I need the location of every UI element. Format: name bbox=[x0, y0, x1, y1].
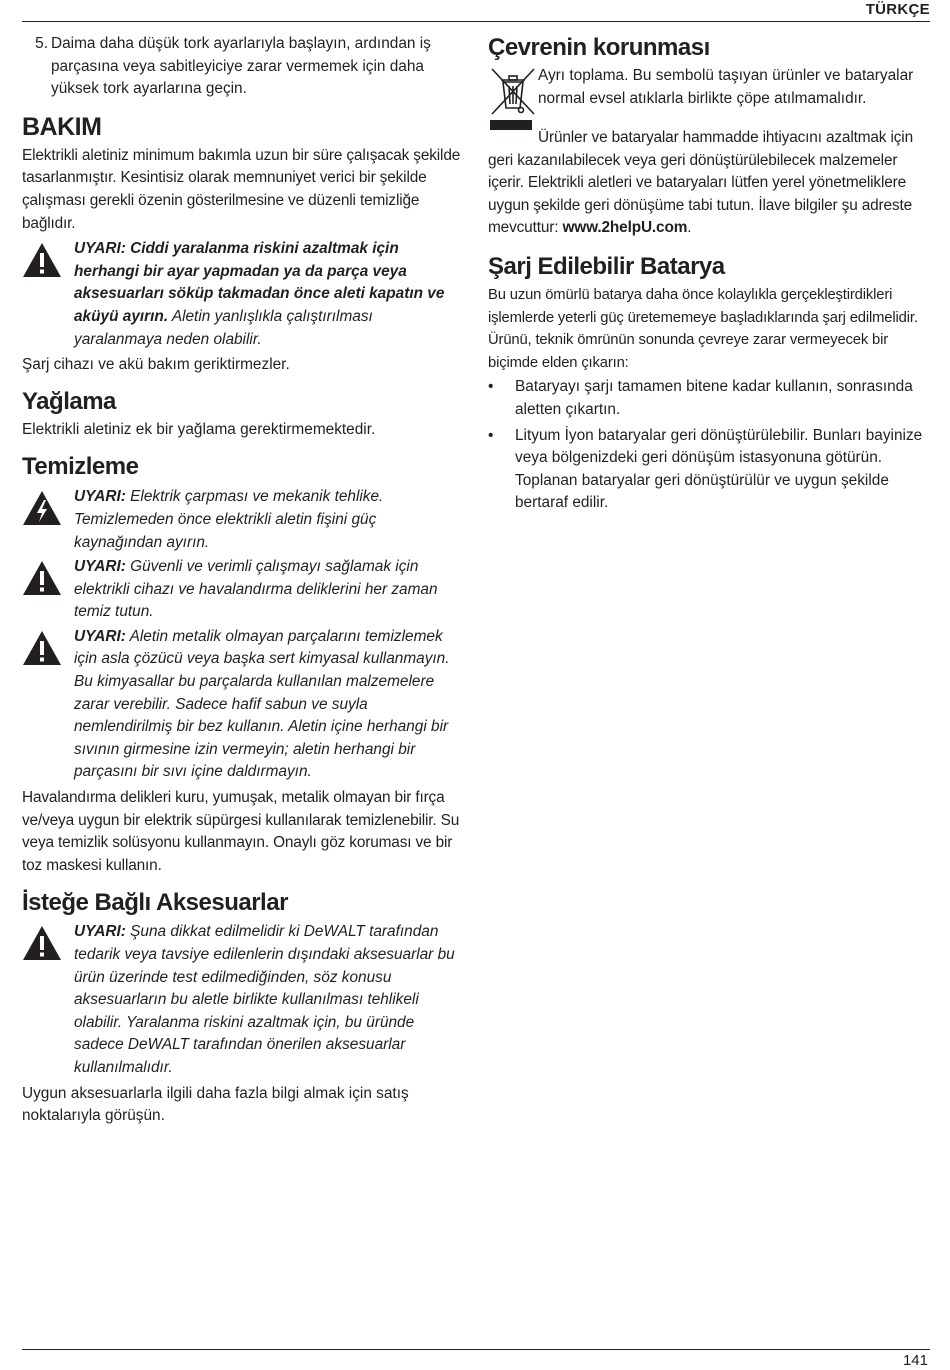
environment-heading: Çevrenin korunması bbox=[488, 34, 710, 61]
warning-triangle-icon bbox=[22, 556, 74, 596]
right-column bbox=[488, 33, 928, 515]
cleaning-warning-chemicals bbox=[22, 626, 462, 784]
maintenance-intro: Elektrikli aletiniz minimum bakımla uzun bir süre çalışacak şekilde tasarlanmıştır. Kesintisiz olarak memnuniyet verici bir şekilde çalışması gerekli özenin gösterilmesine ve düzenli temizliğe bağlıdır. bbox=[22, 146, 461, 232]
recycling-body: Ürünler ve bataryalar hammadde ihtiyacını azaltmak için geri kazanılabilecek veya geri dönüştürülebilecek malzemeler içerir. Elektrikli aletleri ve bataryaları lütfen yerel yönetmeliklere uygun şekilde geri dönüşüme tabi tutun. İlave bilgiler şu adreste mevcuttur: bbox=[488, 129, 913, 237]
maintenance-warning-text bbox=[74, 238, 462, 351]
cleaning-warning-1-text bbox=[74, 486, 462, 554]
bullet-text: Lityum İyon bataryalar geri dönüştürülebilir. Bunları bayinize veya bölgenizdeki geri dönüşüm istasyonuna götürün. Toplanan bataryalar geri dönüştürülür ve uygun şekilde bertaraf edilir. bbox=[515, 426, 923, 512]
left-column bbox=[22, 33, 462, 1128]
electric-shock-warning-icon bbox=[22, 486, 74, 526]
warning-label: UYARI: bbox=[74, 627, 126, 645]
cleaning-warning-3-text bbox=[74, 626, 462, 784]
warning-bold: UYARI: Ciddi yaralanma riskini azaltmak için herhangi bir ayar yapmadan ya da parça veya aksesuarları söküp takmadan önce aleti kapatın ve aküyü ayırın. bbox=[74, 240, 445, 325]
header-divider bbox=[22, 21, 930, 22]
warning-body: Şuna dikkat edilmelidir ki DeWALT tarafından tedarik veya tavsiye edilenlerin dışındaki aksesuarlar bu ürün üzerinde test edilmediğinden, söz konusu aksesuarların bu aletle birlikte kullanılması tehlikeli olabilir. Yaralanma riskini azaltmak için, bu üründe sadece DeWALT tarafından önerilen aksesuarlar kullanılmalıdır. bbox=[74, 923, 455, 1076]
page-number: 141 bbox=[902, 1352, 928, 1369]
cleaning-heading: Temizleme bbox=[22, 453, 139, 481]
battery-text: Bu uzun ömürlü batarya daha önce kolaylıkla gerçekleştirdikleri işlemlerde yeterli güç üretememeye başladıklarında şarj edilmelidir. Ürünü, teknik ömrünün sonunda çevreye zarar vermeyecek bir biçimde elden çıkarın: bbox=[488, 286, 918, 371]
separate-collection-text: Ayrı toplama. Bu sembolü taşıyan ürünler ve bataryalar normal evsel atıklarla birlikte çöpe atılmamalıdır. bbox=[538, 67, 914, 107]
warning-label: UYARI: bbox=[74, 488, 126, 506]
language-label: TÜRKÇE bbox=[865, 1, 930, 18]
warning-triangle-icon bbox=[22, 626, 74, 666]
accessories-text: Uygun aksesuarlarla ilgili daha fazla bilgi almak için satış noktalarıyla görüşün. bbox=[22, 1084, 409, 1125]
warning-triangle-icon bbox=[22, 238, 74, 278]
bullet-mark: • bbox=[488, 426, 494, 444]
website-link[interactable]: www.2helpU.com bbox=[562, 219, 688, 237]
accessories-warning bbox=[22, 921, 462, 1079]
recycling-text bbox=[488, 127, 928, 240]
cleaning-text: Havalandırma delikleri kuru, yumuşak, metalik olmayan bir fırça ve/veya uygun bir elektrik süpürgesi kullanılarak temizlenebilir. Su veya temizlik solüsyonu kullanmayın. Onaylı göz koruması ve bir toz maskesi kullanın. bbox=[22, 789, 460, 874]
cleaning-warning-electric bbox=[22, 486, 462, 554]
warning-label: UYARI: bbox=[74, 923, 126, 941]
lubrication-heading: Yağlama bbox=[22, 387, 116, 415]
warning-triangle-icon bbox=[22, 921, 74, 961]
step-number: 5. bbox=[35, 35, 48, 52]
battery-heading: Şarj Edilebilir Batarya bbox=[488, 252, 725, 280]
cleaning-warning-vents bbox=[22, 556, 462, 624]
recycling-end: . bbox=[687, 219, 692, 237]
list-item bbox=[488, 376, 928, 421]
maintenance-heading: BAKIM bbox=[22, 112, 102, 141]
maintenance-warning bbox=[22, 238, 462, 351]
warning-body: Elektrik çarpması ve mekanik tehlike. Temizlemeden önce elektrikli aletin fişini güç kaynağından ayırın. bbox=[74, 488, 384, 551]
warning-body: Güvenli ve verimli çalışmayı sağlamak için elektrikli cihazı ve havalandırma deliklerini her zaman temiz tutun. bbox=[74, 558, 438, 621]
list-item bbox=[488, 425, 928, 515]
warning-rest: Aletin yanlışlıkla çalıştırılması yaralanmaya neden olabilir. bbox=[74, 307, 373, 348]
footer-divider bbox=[22, 1349, 930, 1350]
battery-bullet-list bbox=[488, 376, 928, 515]
step-text: Daima daha düşük tork ayarlarıyla başlayın, ardından iş parçasına veya sabitleyiciye zarar vermemek için daha yüksek tork ayarlarına geçin. bbox=[51, 35, 431, 98]
bullet-text: Bataryayı şarjı tamamen bitene kadar kullanın, sonrasında aletten çıkartın. bbox=[515, 378, 913, 418]
warning-body: Aletin metalik olmayan parçalarını temizlemek için asla çözücü veya başka sert kimyasal kullanmayın. Bu kimyasallar bu parçalarda kullanılan malzemelere zarar verebilir. Sadece hafif sabun ve suyla nemlendirilmiş bir bez kullanın. Aletin içine herhangi bir sıvının girmesine izin vermeyin; aletin herhangi bir parçasını bir sıvı içine daldırmayın. bbox=[74, 627, 450, 781]
bullet-mark: • bbox=[488, 378, 494, 396]
accessories-warning-text bbox=[74, 921, 462, 1079]
cleaning-warning-2-text bbox=[74, 556, 462, 624]
accessories-heading: İsteğe Bağlı Aksesuarlar bbox=[22, 889, 288, 917]
lubrication-text: Elektrikli aletiniz ek bir yağlama gerektirmemektedir. bbox=[22, 420, 376, 438]
step-5 bbox=[22, 33, 462, 101]
warning-label: UYARI: bbox=[74, 558, 126, 576]
maintenance-note: Şarj cihazı ve akü bakım geriktirmezler. bbox=[22, 356, 290, 374]
